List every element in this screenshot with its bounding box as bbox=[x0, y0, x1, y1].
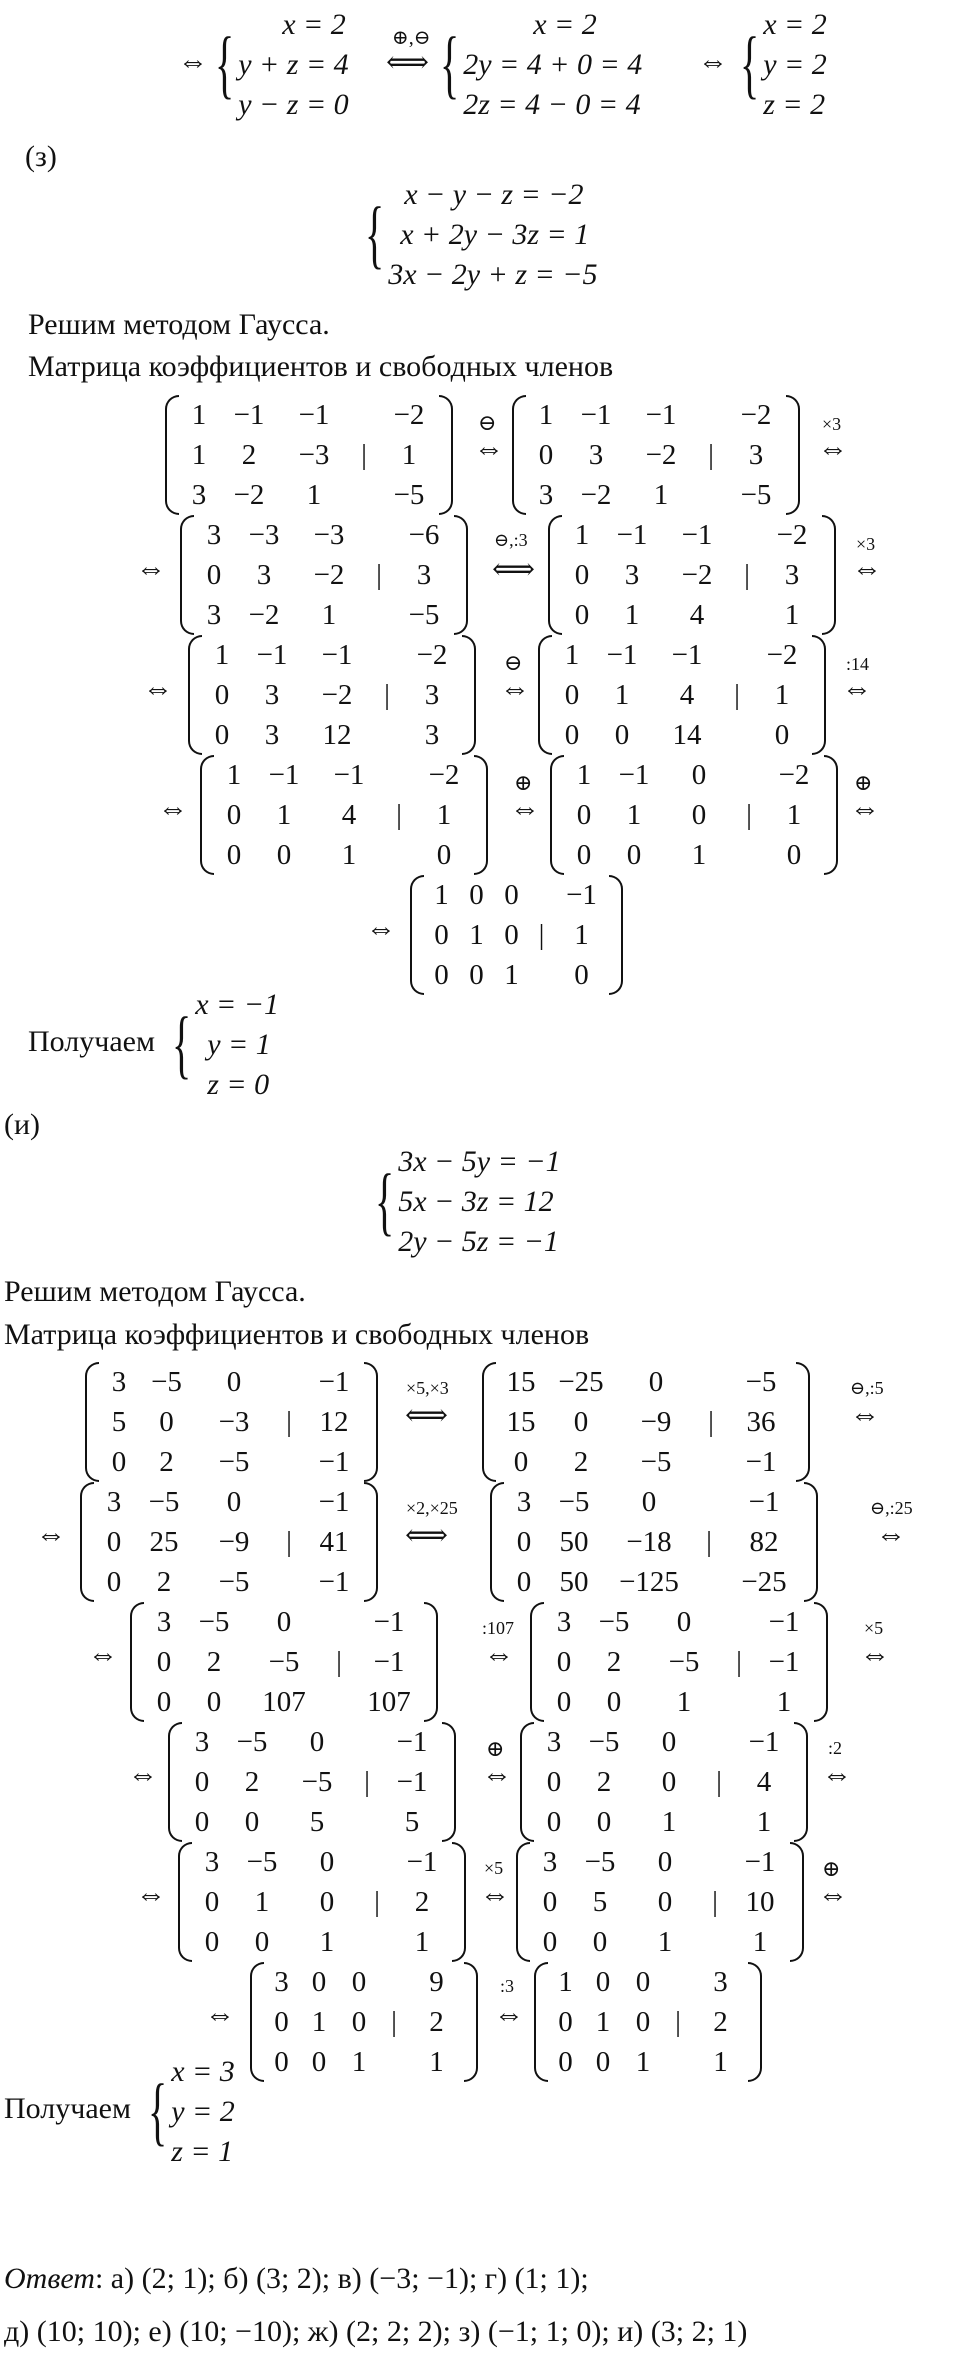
operation-label: ×5,×3 bbox=[406, 1378, 449, 1398]
eq: z = 2 bbox=[763, 88, 826, 121]
operation-label: ⊖,:5 bbox=[850, 1378, 884, 1398]
answer-line-2: д) (10; 10); е) (10; −10); ж) (2; 2; 2); з) (−1; 1; 0); и) (3; 2; 1) bbox=[4, 2315, 748, 2348]
equiv-sign: ⇔ bbox=[158, 792, 188, 825]
matrix-title: Матрица коэффициентов и свободных членов bbox=[4, 1318, 590, 1351]
eq: x = 2 bbox=[763, 8, 827, 41]
matrix: 3 −5 0 −1 0 2 −5 | −1 0 0 5 5 bbox=[168, 1722, 456, 1842]
equiv-sign: ⇔ bbox=[36, 1518, 66, 1551]
result-label: Получаем bbox=[4, 2092, 131, 2125]
matrix: 1 0 0 3 0 1 0 | 2 0 0 1 1 bbox=[534, 1962, 762, 2082]
eq: x − y − z = −2 bbox=[404, 178, 584, 211]
answer-word: Ответ bbox=[4, 2262, 95, 2295]
eq: 2y = 4 + 0 = 4 bbox=[463, 48, 643, 81]
equiv-sign: ⇔ bbox=[143, 672, 173, 705]
equiv-sign: ⇔ bbox=[876, 1518, 906, 1551]
system-i: { 3x − 5y = −1 5x − 3z = 12 2y − 5z = −1 bbox=[375, 1142, 561, 1262]
eq: 2y − 5z = −1 bbox=[398, 1225, 559, 1258]
matrix: 3 −5 0 −1 0 50 −18 | 82 0 50 −125 −25 bbox=[490, 1482, 818, 1602]
eq: y + z = 4 bbox=[238, 48, 349, 81]
matrix: 1 −1 −1 −2 0 1 4 | 1 0 0 14 0 bbox=[538, 635, 826, 755]
operation-label: ×5 bbox=[864, 1618, 884, 1638]
eq: 5x − 3z = 12 bbox=[398, 1185, 554, 1218]
operation-label: :14 bbox=[846, 654, 870, 674]
add-icon: ⊕ bbox=[486, 1736, 505, 1761]
equiv-sign: ⇔ bbox=[484, 1638, 514, 1671]
result-label: Получаем bbox=[28, 1025, 155, 1058]
matrix: 1 −1 −1 −2 0 1 4 | 1 0 0 1 0 bbox=[200, 755, 488, 875]
equiv-sign: ⇔ bbox=[482, 1758, 512, 1791]
section-label: (и) bbox=[4, 1108, 41, 1141]
operation-label: ×3 bbox=[856, 534, 876, 554]
add-icon: ⊕ bbox=[854, 770, 873, 795]
system-1: { x = 2 y + z = 4 y − z = 0 bbox=[215, 5, 349, 125]
equiv-sign: ⇔ bbox=[822, 1758, 852, 1791]
eq: z = 1 bbox=[171, 2135, 234, 2168]
section-label: (з) bbox=[25, 140, 57, 173]
eq: x = 3 bbox=[171, 2055, 235, 2088]
equiv-sign: ⇔ bbox=[500, 672, 530, 705]
matrix: 1 −1 −1 −2 0 3 −2 | 3 3 −2 1 −5 bbox=[512, 395, 800, 515]
equiv-sign: ⇔ bbox=[698, 45, 728, 78]
matrix: 3 −5 0 −1 0 1 0 | 2 0 0 1 1 bbox=[178, 1842, 466, 1962]
equiv-sign: ⇔ bbox=[850, 792, 880, 825]
eq: 3x − 2y + z = −5 bbox=[388, 258, 598, 291]
equiv-sign: ⇔ bbox=[852, 552, 882, 585]
operation-label: ×2,×25 bbox=[406, 1498, 458, 1518]
eq: y = 2 bbox=[763, 48, 827, 81]
matrix: 15 −25 0 −5 15 0 −9 | 36 0 2 −5 −1 bbox=[482, 1362, 810, 1482]
matrix: 3 −5 0 −1 0 5 0 | 10 0 0 1 1 bbox=[516, 1842, 804, 1962]
equiv-sign: ⟺ bbox=[405, 1399, 449, 1432]
matrix: 3 0 0 9 0 1 0 | 2 0 0 1 1 bbox=[250, 1962, 478, 2082]
operation-label: ×3 bbox=[822, 414, 842, 434]
equiv-sign: ⇔ bbox=[842, 672, 872, 705]
operation-label: :2 bbox=[828, 1738, 843, 1758]
equiv-sign: ⇔ bbox=[136, 1878, 166, 1911]
result-system: { x = −1 y = 1 z = 0 bbox=[172, 985, 279, 1105]
matrix: 1 −1 −1 −2 0 3 −2 | 3 0 1 4 1 bbox=[548, 515, 836, 635]
subtract-icon: ⊖ bbox=[478, 410, 497, 435]
equiv-sign: ⇔ bbox=[136, 552, 166, 585]
matrix: 1 −1 0 −2 0 1 0 | 1 0 0 1 0 bbox=[550, 755, 838, 875]
add-icon: ⊕ bbox=[514, 770, 533, 795]
subtract-icon: ⊖ bbox=[504, 650, 523, 675]
equiv-sign: ⇔ bbox=[850, 1398, 880, 1431]
equiv-sign: ⇔ bbox=[494, 1998, 524, 2031]
equiv-sign: ⟺ bbox=[492, 553, 536, 586]
matrix: 1 −1 −1 −2 1 2 −3 | 1 3 −2 1 −5 bbox=[165, 395, 453, 515]
operation-label: ⊕,⊖ bbox=[392, 27, 431, 49]
matrix: 3 −5 0 −1 0 2 0 | 4 0 0 1 1 bbox=[520, 1722, 808, 1842]
equiv-sign: ⇔ bbox=[480, 1878, 510, 1911]
matrix: 3 −5 0 −1 5 0 −3 | 12 0 2 −5 −1 bbox=[85, 1362, 378, 1482]
matrix-title: Матрица коэффициентов и свободных членов bbox=[28, 350, 614, 383]
eq: z = 0 bbox=[207, 1068, 270, 1101]
method-text: Решим методом Гаусса. bbox=[28, 308, 330, 341]
system-3: { x = 2 y = 2 z = 2 bbox=[740, 5, 827, 125]
eq: x = −1 bbox=[195, 988, 280, 1021]
equiv-sign: ⇔ bbox=[88, 1638, 118, 1671]
eq: x = 2 bbox=[282, 8, 346, 41]
method-text: Решим методом Гаусса. bbox=[4, 1275, 306, 1308]
answer-line-1 bbox=[4, 2262, 589, 2296]
system-2: { x = 2 2y = 4 + 0 = 4 2z = 4 − 0 = 4 bbox=[440, 5, 642, 125]
equiv-sign: ⇔ bbox=[510, 792, 540, 825]
matrix: 3 −5 0 −1 0 2 −5 | −1 0 0 1 1 bbox=[530, 1602, 828, 1722]
operation-label: ⊖,:25 bbox=[870, 1498, 913, 1518]
eq: x + 2y − 3z = 1 bbox=[400, 218, 590, 251]
equiv-sign: ⟺ bbox=[386, 46, 430, 79]
operation-label: ×5 bbox=[484, 1858, 504, 1878]
equiv-sign: ⇔ bbox=[818, 1878, 848, 1911]
equiv-sign: ⇔ bbox=[366, 912, 396, 945]
matrix: 1 0 0 −1 0 1 0 | 1 0 0 1 0 bbox=[410, 875, 623, 995]
equiv-sign: ⇔ bbox=[818, 432, 848, 465]
matrix: 3 −5 0 −1 0 25 −9 | 41 0 2 −5 −1 bbox=[80, 1482, 378, 1602]
equiv-sign: ⇔ bbox=[205, 1998, 235, 2031]
eq: y = 1 bbox=[207, 1028, 271, 1061]
eq: y = 2 bbox=[171, 2095, 235, 2128]
eq: 2z = 4 − 0 = 4 bbox=[463, 88, 641, 121]
equiv-sign: ⇔ bbox=[128, 1758, 158, 1791]
eq: y − z = 0 bbox=[238, 88, 349, 121]
answer-text: : а) (2; 1); б) (3; 2); в) (−3; −1); г) (1; 1); bbox=[94, 2262, 589, 2295]
equiv-sign: ⇔ bbox=[860, 1638, 890, 1671]
operation-label: :107 bbox=[482, 1618, 515, 1638]
operation-label: ⊖,:3 bbox=[494, 530, 528, 550]
matrix: 3 −5 0 −1 0 2 −5 | −1 0 0 107 107 bbox=[130, 1602, 438, 1722]
equiv-sign: ⇔ bbox=[474, 432, 504, 465]
result-system: { x = 3 y = 2 z = 1 bbox=[148, 2052, 235, 2172]
equiv-sign: ⇔ bbox=[178, 45, 208, 78]
eq: x = 2 bbox=[533, 8, 597, 41]
equiv-sign: ⟺ bbox=[405, 1519, 449, 1552]
eq: 3x − 5y = −1 bbox=[398, 1145, 561, 1178]
matrix: 1 −1 −1 −2 0 3 −2 | 3 0 3 12 3 bbox=[188, 635, 476, 755]
system-z: { x − y − z = −2 x + 2y − 3z = 1 3x − 2y + z = −5 bbox=[365, 175, 598, 295]
matrix: 3 −3 −3 −6 0 3 −2 | 3 3 −2 1 −5 bbox=[180, 515, 468, 635]
operation-label: :3 bbox=[500, 1976, 515, 1996]
add-icon: ⊕ bbox=[822, 1856, 841, 1881]
